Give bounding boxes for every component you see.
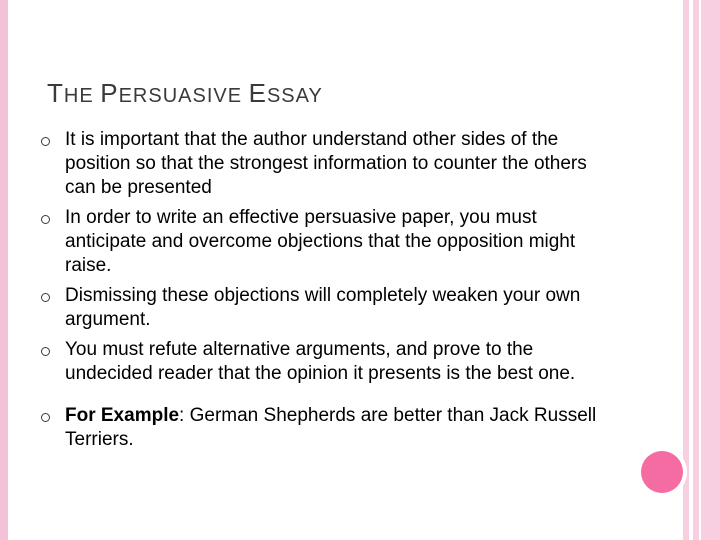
left-frame-bar — [0, 0, 8, 540]
title-part: E — [248, 78, 267, 108]
slide-title — [47, 78, 323, 109]
right-frame-line — [699, 0, 701, 540]
bullet-item — [38, 338, 618, 386]
title-part: SSAY — [266, 85, 323, 107]
bullet-item — [38, 284, 618, 332]
bullet-text: Dismissing these objections will completely weaken your own argument. — [65, 285, 581, 330]
bullet-circle-icon — [41, 413, 50, 422]
bullet-item — [38, 206, 618, 278]
right-frame-stripe — [689, 0, 693, 540]
bullet-text: In order to write an effective persuasive paper, you must anticipate and overcome objections that the opposition might raise. — [65, 207, 576, 276]
title-part: HE — [63, 85, 101, 107]
bullet-text: : German Shepherds are better than Jack Russell Terriers. — [65, 405, 597, 450]
bullet-circle-icon — [41, 215, 50, 224]
title-part: T — [47, 78, 64, 108]
bullet-item — [38, 128, 618, 200]
bullet-circle-icon — [41, 347, 50, 356]
title-part: P — [100, 78, 119, 108]
title-part: ERSUASIVE — [118, 85, 249, 107]
decorative-pink-circle — [641, 451, 683, 493]
bullet-text: It is important that the author understand other sides of the position so that the strongest information to counter the others can be presented — [65, 129, 587, 198]
bullet-circle-icon — [41, 137, 50, 146]
bullet-item-example — [38, 404, 618, 452]
bullet-text: You must refute alternative arguments, and prove to the undecided reader that the opinion it presents is the best one. — [65, 339, 576, 384]
example-label: For Example — [65, 405, 180, 426]
bullet-list — [38, 128, 618, 458]
bullet-circle-icon — [41, 293, 50, 302]
